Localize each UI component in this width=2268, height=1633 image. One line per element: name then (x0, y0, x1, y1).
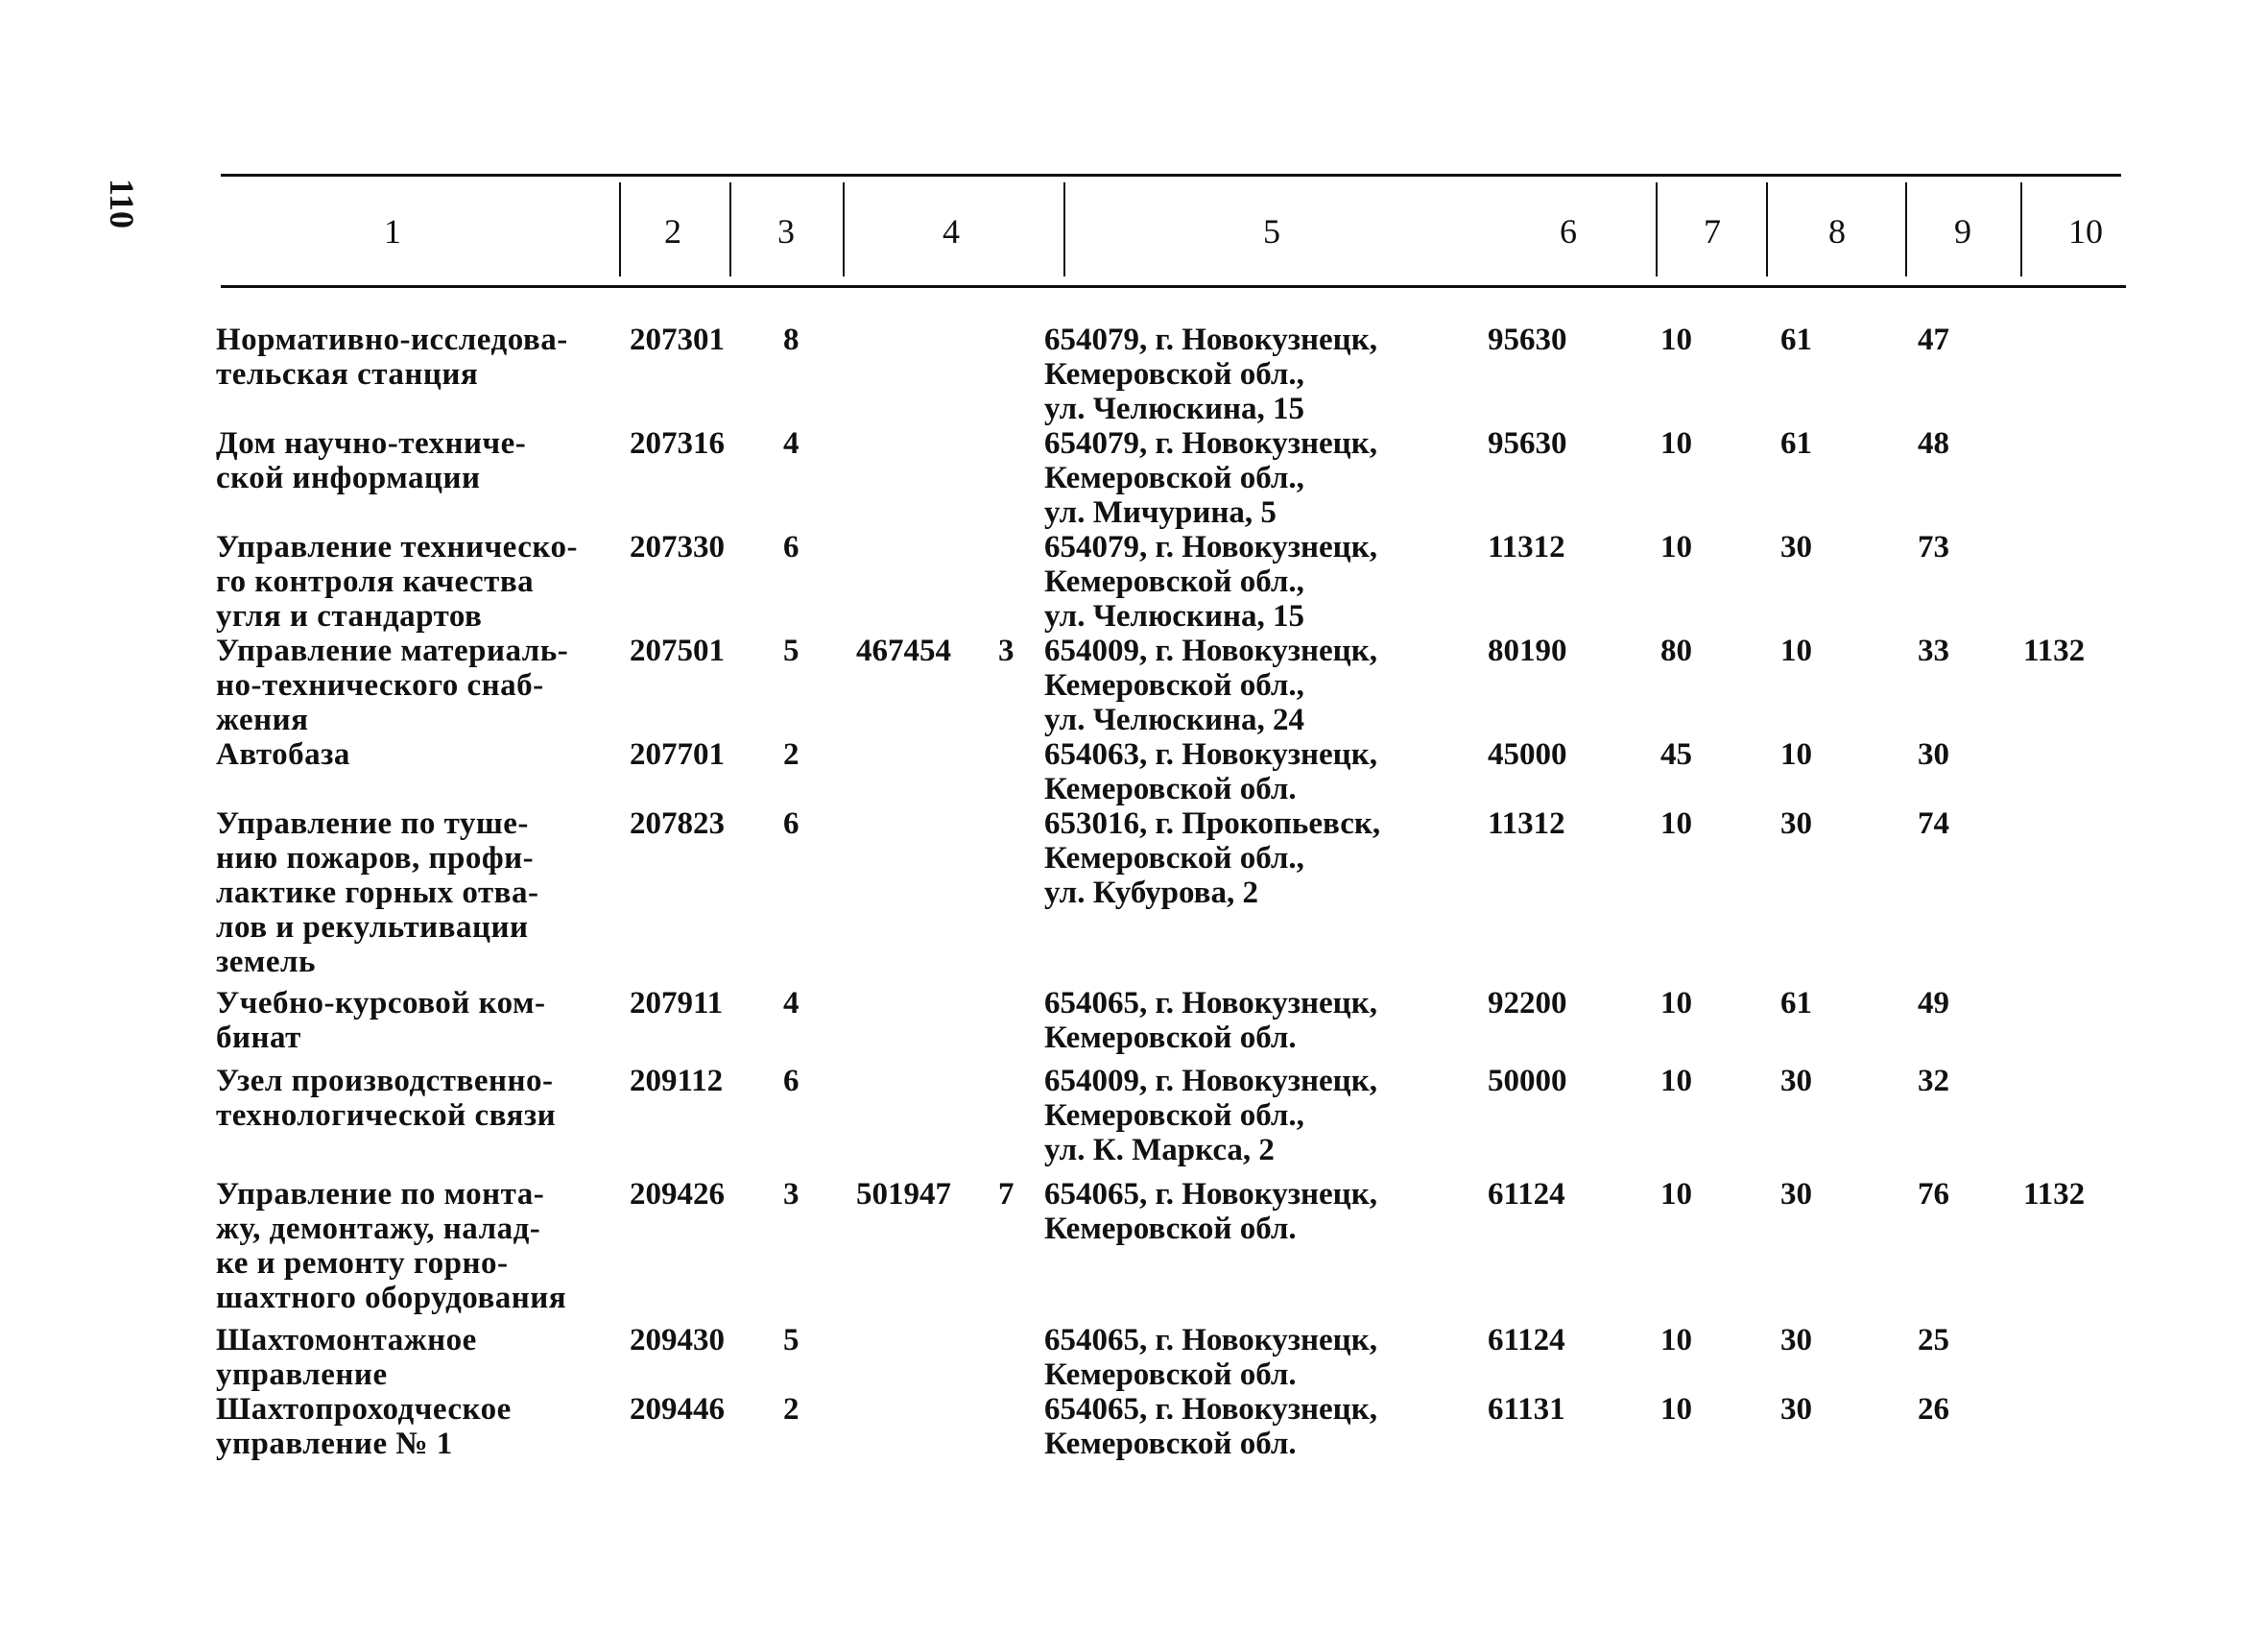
address (1044, 1392, 1377, 1461)
organization-name-line: Шахтомонтажное (216, 1323, 477, 1357)
address-line: 654079, г. Новокузнецк, (1044, 530, 1377, 564)
address-line: ул. Кубурова, 2 (1044, 876, 1258, 910)
organization-name-line: управление № 1 (216, 1427, 453, 1461)
code-col-6: 11312 (1488, 806, 1565, 841)
header-col-10: 10 (2068, 212, 2103, 251)
code-col-6: 50000 (1488, 1064, 1567, 1098)
organization-name-line: но-технического снаб- (216, 668, 544, 703)
code-col-6: 61131 (1488, 1392, 1565, 1427)
address-line: 654009, г. Новокузнецк, (1044, 1064, 1377, 1098)
organization-name-line: Управление по туше- (216, 806, 529, 841)
address-line: ул. К. Маркса, 2 (1044, 1133, 1275, 1167)
address (1044, 806, 1380, 910)
address-line: Кемеровской обл. (1044, 1212, 1297, 1246)
address-line: Кемеровской обл. (1044, 1357, 1297, 1392)
code-col-9: 33 (1918, 634, 1949, 668)
organization-name-line: Управление техническо- (216, 530, 578, 564)
address-line: Кемеровской обл., (1044, 461, 1304, 495)
address (1044, 323, 1377, 426)
organization-name (216, 634, 568, 737)
organization-name-line: бинат (216, 1021, 301, 1055)
code-col-8: 30 (1780, 1064, 1812, 1098)
organization-name-line: го контроля качества (216, 564, 535, 599)
code-col-2: 207911 (630, 986, 724, 1021)
organization-name-line: ке и ремонту горно- (216, 1246, 509, 1281)
address (1044, 1177, 1377, 1246)
code-col-3: 8 (783, 323, 800, 357)
organization-name-line: Узел производственно- (216, 1064, 554, 1098)
organization-name (216, 1177, 566, 1315)
organization-name-line: Автобаза (216, 737, 350, 772)
code-col-9: 49 (1918, 986, 1949, 1021)
address-line: 654065, г. Новокузнецк, (1044, 1323, 1377, 1357)
code-col-9: 73 (1918, 530, 1949, 564)
organization-name-line: земель (216, 945, 316, 979)
code-col-2: 209446 (630, 1392, 725, 1427)
address-line: Кемеровской обл. (1044, 772, 1297, 806)
code-col-8: 30 (1780, 530, 1812, 564)
code-col-7: 80 (1660, 634, 1692, 668)
address (1044, 986, 1377, 1055)
address-line: ул. Челюскина, 24 (1044, 703, 1304, 737)
code-col-2: 207301 (630, 323, 725, 357)
address-line: 654063, г. Новокузнецк, (1044, 737, 1377, 772)
code-col-7: 10 (1660, 530, 1692, 564)
header-col-1: 1 (384, 212, 401, 251)
code-col-7: 10 (1660, 1323, 1692, 1357)
organization-name-line: Дом научно-техниче- (216, 426, 527, 461)
header-col-8: 8 (1828, 212, 1846, 251)
organization-name (216, 1392, 512, 1461)
code-col-9: 47 (1918, 323, 1949, 357)
organization-name-line: угля и стандартов (216, 599, 483, 634)
header-col-6: 6 (1560, 212, 1577, 251)
address (1044, 530, 1377, 634)
code-col-6: 80190 (1488, 634, 1567, 668)
address-line: 654079, г. Новокузнецк, (1044, 323, 1377, 357)
address (1044, 1064, 1377, 1167)
header-col-9: 9 (1954, 212, 1971, 251)
code-col-2: 207701 (630, 737, 725, 772)
code-col-3: 4 (783, 986, 800, 1021)
header-col-2: 2 (664, 212, 681, 251)
code-col-4: 467454 (856, 634, 951, 668)
organization-name (216, 1064, 556, 1133)
address-line: ул. Мичурина, 5 (1044, 495, 1277, 530)
address-line: 654079, г. Новокузнецк, (1044, 426, 1377, 461)
header-col-4: 4 (943, 212, 960, 251)
code-col-6: 61124 (1488, 1323, 1565, 1357)
organization-name-line: лактике горных отва- (216, 876, 539, 910)
address-line: 654009, г. Новокузнецк, (1044, 634, 1377, 668)
address-line: 654065, г. Новокузнецк, (1044, 986, 1377, 1021)
code-col-3: 6 (783, 1064, 800, 1098)
code-col-6: 92200 (1488, 986, 1567, 1021)
code-col-7: 10 (1660, 1064, 1692, 1098)
header-col-3: 3 (777, 212, 795, 251)
code-col-7: 10 (1660, 1392, 1692, 1427)
organization-name (216, 806, 538, 979)
code-col-9: 32 (1918, 1064, 1949, 1098)
column-divider (729, 182, 731, 276)
code-col-7: 10 (1660, 806, 1692, 841)
address-line: ул. Челюскина, 15 (1044, 392, 1304, 426)
code-col-7: 10 (1660, 426, 1692, 461)
code-col-3: 2 (783, 737, 800, 772)
organization-name-line: управление (216, 1357, 388, 1392)
address (1044, 1323, 1377, 1392)
column-divider (843, 182, 845, 276)
code-col-3: 5 (783, 1323, 800, 1357)
code-col-9: 74 (1918, 806, 1949, 841)
code-col-10: 1132 (2023, 1177, 2086, 1212)
address-line: Кемеровской обл., (1044, 357, 1304, 392)
table-header-rule (221, 285, 2126, 288)
organization-name (216, 530, 578, 634)
code-col-2: 207823 (630, 806, 725, 841)
code-col-3: 5 (783, 634, 800, 668)
code-col-4-suffix: 3 (998, 634, 1015, 668)
address (1044, 737, 1377, 806)
organization-name (216, 426, 526, 495)
address (1044, 426, 1377, 530)
organization-name-line: Нормативно-исследова- (216, 323, 568, 357)
page-number: 110 (103, 179, 141, 229)
code-col-2: 209430 (630, 1323, 725, 1357)
organization-name-line: жу, демонтажу, налад- (216, 1212, 541, 1246)
code-col-7: 10 (1660, 323, 1692, 357)
code-col-2: 209426 (630, 1177, 725, 1212)
organization-name-line: лов и рекультивации (216, 910, 529, 945)
code-col-8: 30 (1780, 1392, 1812, 1427)
address-line: ул. Челюскина, 15 (1044, 599, 1304, 634)
organization-name-line: нию пожаров, профи- (216, 841, 535, 876)
address-line: Кемеровской обл., (1044, 1098, 1304, 1133)
code-col-3: 6 (783, 530, 800, 564)
column-divider (2020, 182, 2022, 276)
organization-name-line: ской информации (216, 461, 481, 495)
code-col-9: 76 (1918, 1177, 1949, 1212)
header-col-5: 5 (1263, 212, 1280, 251)
code-col-9: 25 (1918, 1323, 1949, 1357)
code-col-4: 501947 (856, 1177, 951, 1212)
code-col-10: 1132 (2023, 634, 2086, 668)
code-col-2: 207316 (630, 426, 725, 461)
code-col-3: 2 (783, 1392, 800, 1427)
address (1044, 634, 1377, 737)
address-line: 654065, г. Новокузнецк, (1044, 1392, 1377, 1427)
code-col-6: 95630 (1488, 323, 1567, 357)
code-col-3: 4 (783, 426, 800, 461)
code-col-8: 61 (1780, 323, 1812, 357)
column-divider (1905, 182, 1907, 276)
organization-name-line: шахтного оборудования (216, 1281, 567, 1315)
code-col-8: 30 (1780, 806, 1812, 841)
organization-name-line: Управление по монта- (216, 1177, 545, 1212)
column-divider (619, 182, 621, 276)
address-line: Кемеровской обл. (1044, 1427, 1297, 1461)
code-col-9: 26 (1918, 1392, 1949, 1427)
code-col-8: 30 (1780, 1177, 1812, 1212)
organization-name (216, 737, 350, 772)
code-col-8: 10 (1780, 737, 1812, 772)
code-col-7: 10 (1660, 986, 1692, 1021)
address-line: 654065, г. Новокузнецк, (1044, 1177, 1377, 1212)
code-col-7: 10 (1660, 1177, 1692, 1212)
code-col-7: 45 (1660, 737, 1692, 772)
column-divider (1656, 182, 1658, 276)
organization-name-line: Учебно-курсовой ком- (216, 986, 546, 1021)
code-col-2: 207501 (630, 634, 725, 668)
code-col-6: 95630 (1488, 426, 1567, 461)
code-col-2: 209112 (630, 1064, 724, 1098)
organization-name (216, 1323, 477, 1392)
organization-name-line: технологической связи (216, 1098, 557, 1133)
code-col-4-suffix: 7 (998, 1177, 1015, 1212)
code-col-9: 30 (1918, 737, 1949, 772)
code-col-2: 207330 (630, 530, 725, 564)
address-line: 653016, г. Прокопьевск, (1044, 806, 1381, 841)
code-col-8: 10 (1780, 634, 1812, 668)
organization-name-line: жения (216, 703, 309, 737)
organization-name (216, 986, 545, 1055)
code-col-3: 6 (783, 806, 800, 841)
code-col-6: 11312 (1488, 530, 1565, 564)
column-divider (1766, 182, 1768, 276)
code-col-9: 48 (1918, 426, 1949, 461)
address-line: Кемеровской обл., (1044, 668, 1304, 703)
header-col-7: 7 (1704, 212, 1721, 251)
code-col-3: 3 (783, 1177, 800, 1212)
organization-name-line: тельская станция (216, 357, 479, 392)
code-col-8: 30 (1780, 1323, 1812, 1357)
address-line: Кемеровской обл. (1044, 1021, 1297, 1055)
organization-name (216, 323, 568, 392)
code-col-8: 61 (1780, 426, 1812, 461)
address-line: Кемеровской обл., (1044, 564, 1304, 599)
organization-name-line: Шахтопроходческое (216, 1392, 512, 1427)
column-divider (1063, 182, 1065, 276)
table-top-rule (221, 174, 2121, 177)
code-col-8: 61 (1780, 986, 1812, 1021)
code-col-6: 61124 (1488, 1177, 1565, 1212)
code-col-6: 45000 (1488, 737, 1567, 772)
address-line: Кемеровской обл., (1044, 841, 1304, 876)
organization-name-line: Управление материаль- (216, 634, 569, 668)
